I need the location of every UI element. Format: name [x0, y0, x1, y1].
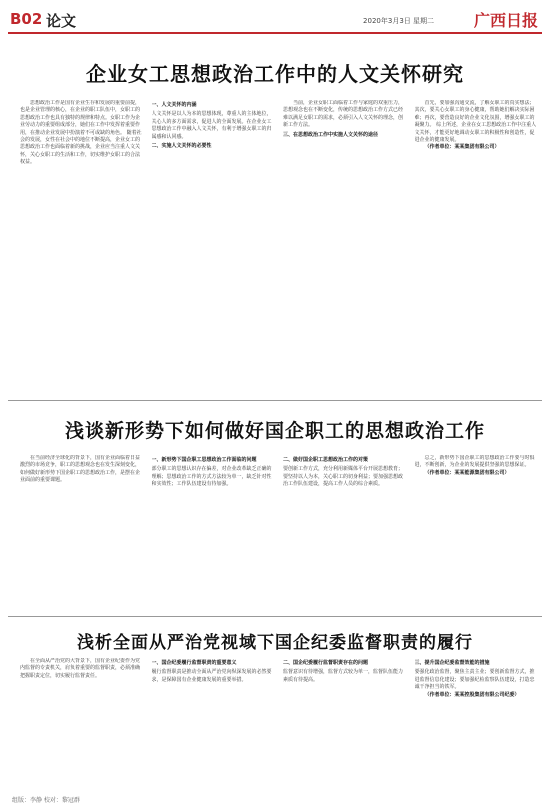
page-header: [8, 6, 542, 34]
article-column: [152, 658, 276, 790]
article-2-title: 浅谈新形势下如何做好国企职工的思想政治工作: [64, 420, 485, 442]
section-name: 论文: [46, 12, 77, 30]
paragraph: 首先，要加强沟通交流，了解女职工的真实想法；其次，要关心女职工的身心健康，帮助她们解决实际困难；再次，要营造良好的企业文化氛围，增强女职工的凝聚力。: [414, 100, 535, 129]
article-column: [415, 658, 539, 790]
article-column: [20, 658, 144, 790]
subheading: 一、人文关怀的内涵: [151, 102, 197, 108]
paragraph: 人文关怀是以人为本的思想体现，尊重人的主体地位，关心人的多方面需求，促进人的全面发展。在企业女工思想政治工作中融入人文关怀，有利于增强女职工的归属感和认同感。: [151, 111, 272, 140]
article-column: [283, 100, 407, 390]
paragraph: 随着社会的发展，女性在社会中的地位不断提高，企业女工的思想政治工作也面临着新的挑战，企业应当注重人文关怀，关心女职工的生活和工作，切实维护女职工的合法权益。: [20, 129, 142, 166]
subheading: 一、新形势下国企职工思想政治工作面临的问题: [151, 457, 257, 463]
divider: [8, 616, 542, 617]
subheading: 二、做好国企职工思想政治工作的对策: [283, 457, 369, 463]
paragraph: 在全面从严治党的大背景下，国有企业纪委作为党内监督的专责机关，肩负着重要的监督职责，必须准确把握职责定位，切实履行监督责任。: [20, 658, 141, 679]
paragraph: 部分职工的思想认识存在偏差，对企业改革缺乏正确的理解；思想政治工作的方式方法较为单一，缺乏针对性和实效性；工作队伍建设有待加强。: [151, 466, 272, 488]
newspaper-logo: 广西日报: [473, 11, 538, 30]
paragraph: 思想政治工作是国有企业生存和发展的重要前提，也是企业管理的核心，在企业的职工队伍中，女职工的思想政治工作也具有独特的规律和特点。女职工作为企业劳动力的重要组成部分，她们在工作中发挥着重要作用，在推动企业发展中扮演着不可或缺的角色。: [20, 100, 141, 136]
page-footer: 组版：李静 校对：黎冠群: [12, 797, 80, 804]
article-column: [20, 100, 144, 390]
issue-date: 2020年3月3日 星期二: [363, 17, 434, 25]
article-3-title: 浅析全面从严治党视域下国企纪委监督职责的履行: [77, 633, 473, 653]
article-column: [283, 455, 407, 605]
subheading: 三、在思想政治工作中实施人文关怀的途径: [283, 131, 379, 138]
paragraph: 总之，新形势下国企职工的思想政治工作要与时俱进，不断创新，为企业的发展提供坚强的思想保证。: [414, 455, 535, 469]
paragraph: 要强化政治监督，聚焦主责主业；要创新监督方式，推进监督信息化建设；要加强纪检监察队伍建设，打造忠诚干净担当的铁军。: [414, 669, 535, 691]
article-3-body: [20, 658, 538, 790]
article-2-body: [20, 455, 538, 605]
article-1-body: [20, 100, 538, 390]
author-note: （作者单位：某某控股集团有限公司纪委）: [424, 691, 520, 698]
divider: [8, 400, 542, 401]
article-column: [152, 455, 276, 605]
article-1-title: 企业女工思想政治工作中的人文关怀研究: [86, 62, 464, 86]
subheading: 二、国企纪委履行监督职责存在的问题: [283, 660, 369, 666]
article-column: [283, 658, 407, 790]
article-column: [415, 100, 539, 390]
paragraph: 当前，企业女职工面临着工作与家庭的双重压力，思想观念也在不断变化，传统的思想政治工作方式已经难以满足女职工的需求，必须引入人文关怀的理念，创新工作方法。: [283, 100, 404, 129]
subheading: 一、国企纪委履行监督职责的重要意义: [151, 660, 237, 666]
paragraph: 综上所述，企业在女工思想政治工作中注重人文关怀，才能更好地调动女职工的积极性和创造性，促进企业的健康发展。: [414, 122, 537, 144]
paragraph: 履行监督职责是推动全面从严治党向纵深发展的必然要求，是保障国有企业健康发展的重要举措。: [151, 669, 272, 683]
article-column: [415, 455, 539, 605]
subheading: 二、实施人文关怀的必要性: [151, 143, 212, 150]
author-note: （作者单位：某某能源集团有限公司）: [424, 469, 510, 476]
paragraph: 要创新工作方式，充分利用新媒体平台开展思想教育；要坚持以人为本，关心职工的切身利益；要加强思想政治工作队伍建设，提高工作人员的综合素质。: [283, 466, 404, 488]
page-number: B02: [10, 10, 43, 28]
author-note: （作者单位：某某集团有限公司）: [424, 144, 500, 151]
subheading: 三、提升国企纪委监督效能的措施: [414, 660, 490, 666]
article-column: [152, 100, 276, 390]
paragraph: 监督意识有待增强，监督方式较为单一，监督队伍能力素质有待提高。: [283, 669, 404, 683]
paragraph: 在当前经济全球化的背景下，国有企业面临着日益激烈的市场竞争，职工的思想观念也在发生深刻变化，如何做好新形势下国企职工的思想政治工作，是摆在企业面前的重要课题。: [20, 455, 141, 484]
article-column: [20, 455, 144, 605]
